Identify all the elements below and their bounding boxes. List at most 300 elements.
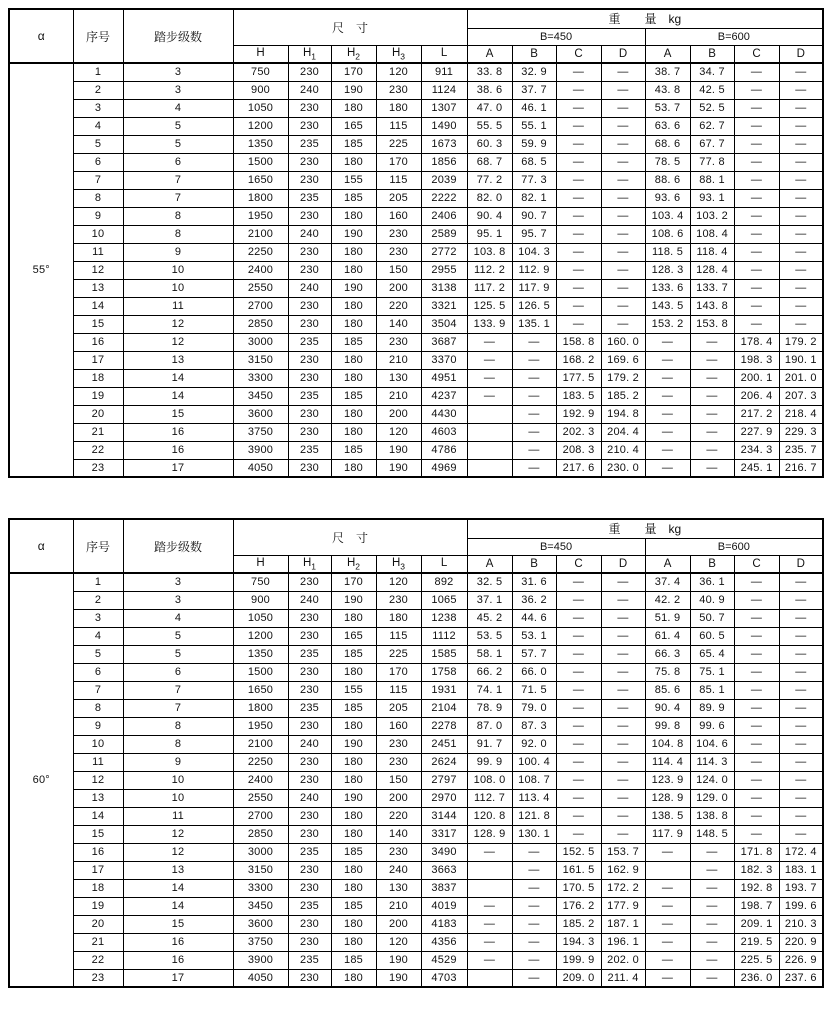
- cell: 200: [376, 279, 421, 297]
- cell: 3300: [233, 879, 288, 897]
- cell: —: [467, 933, 512, 951]
- table-row: [9, 771, 823, 789]
- cell: 9: [123, 753, 233, 771]
- cell: 185. 2: [556, 915, 601, 933]
- cell: 183. 1: [779, 861, 823, 879]
- cell: 2: [73, 81, 123, 99]
- cell: —: [556, 261, 601, 279]
- cell: 170. 5: [556, 879, 601, 897]
- cell: 4: [123, 99, 233, 117]
- cell: 230: [288, 351, 331, 369]
- cell: 22: [73, 441, 123, 459]
- cell: 1050: [233, 609, 288, 627]
- cell: 227. 9: [734, 423, 779, 441]
- cell: 180: [331, 243, 376, 261]
- cell: 53. 1: [512, 627, 556, 645]
- cell: 225: [376, 645, 421, 663]
- cell: 218. 4: [779, 405, 823, 423]
- cell: 4529: [421, 951, 467, 969]
- cell: —: [779, 681, 823, 699]
- table-row: [9, 207, 823, 225]
- cell: 171. 8: [734, 843, 779, 861]
- cell: 68. 6: [645, 135, 690, 153]
- table-row: [9, 735, 823, 753]
- cell: 14: [123, 369, 233, 387]
- table-row: [9, 459, 823, 477]
- cell: —: [779, 99, 823, 117]
- cell: —: [779, 609, 823, 627]
- table-row: [9, 663, 823, 681]
- cell: 180: [331, 459, 376, 477]
- cell: 3: [123, 81, 233, 99]
- cell: 179. 2: [601, 369, 645, 387]
- cell: —: [734, 153, 779, 171]
- cell: 21: [73, 933, 123, 951]
- cell: 172. 4: [779, 843, 823, 861]
- cell: 194. 3: [556, 933, 601, 951]
- cell: 66. 0: [512, 663, 556, 681]
- cell: —: [601, 591, 645, 609]
- table-row: [9, 351, 823, 369]
- cell: 16: [73, 333, 123, 351]
- cell: —: [601, 645, 645, 663]
- cell: —: [601, 663, 645, 681]
- table-row: [9, 279, 823, 297]
- cell: —: [645, 441, 690, 459]
- cell: 19: [73, 897, 123, 915]
- b600-header: B=600: [645, 28, 823, 45]
- cell: 220: [376, 297, 421, 315]
- cell: 3: [73, 609, 123, 627]
- cell: 192. 8: [734, 879, 779, 897]
- cell: 14: [73, 807, 123, 825]
- cell: 88. 6: [645, 171, 690, 189]
- col-H2: $H_2$: [331, 555, 376, 573]
- table-row: [9, 645, 823, 663]
- cell: 112. 7: [467, 789, 512, 807]
- cell: —: [645, 933, 690, 951]
- cell: 12: [73, 261, 123, 279]
- cell: 230: [288, 861, 331, 879]
- cell: —: [556, 699, 601, 717]
- cell: 169. 6: [601, 351, 645, 369]
- cell: —: [645, 915, 690, 933]
- cell: 4: [73, 117, 123, 135]
- cell: —: [556, 279, 601, 297]
- cell: 152. 5: [556, 843, 601, 861]
- table-row: [9, 879, 823, 897]
- cell: —: [734, 807, 779, 825]
- table-row: [9, 969, 823, 987]
- cell: 112. 2: [467, 261, 512, 279]
- cell: 128. 3: [645, 261, 690, 279]
- cell: 2039: [421, 171, 467, 189]
- cell: 100. 4: [512, 753, 556, 771]
- cell: —: [556, 189, 601, 207]
- cell: 202. 3: [556, 423, 601, 441]
- cell: 3000: [233, 843, 288, 861]
- cell: 11: [123, 297, 233, 315]
- cell: —: [601, 627, 645, 645]
- cell: —: [645, 351, 690, 369]
- cell: —: [556, 591, 601, 609]
- cell: 201. 0: [779, 369, 823, 387]
- cell: 10: [73, 225, 123, 243]
- cell: —: [779, 171, 823, 189]
- cell: 5: [123, 135, 233, 153]
- cell: 226. 9: [779, 951, 823, 969]
- cell: 45. 2: [467, 609, 512, 627]
- table-row: [9, 261, 823, 279]
- cell: 176. 2: [556, 897, 601, 915]
- cell: 115: [376, 627, 421, 645]
- cell: 36. 1: [690, 573, 734, 591]
- table-row: [9, 441, 823, 459]
- cell: 230: [376, 843, 421, 861]
- cell: 6: [123, 153, 233, 171]
- cell: 3317: [421, 825, 467, 843]
- alpha-value: 60°: [9, 573, 73, 987]
- cell: 229. 3: [779, 423, 823, 441]
- cell: 85. 6: [645, 681, 690, 699]
- cell: 230: [288, 207, 331, 225]
- cell: 1065: [421, 591, 467, 609]
- cell: 120: [376, 423, 421, 441]
- cell: 14: [123, 879, 233, 897]
- col-L: L: [421, 45, 467, 63]
- cell: 9: [73, 717, 123, 735]
- cell: 115: [376, 681, 421, 699]
- cell: 53. 5: [467, 627, 512, 645]
- cell: 90. 4: [467, 207, 512, 225]
- cell: —: [645, 405, 690, 423]
- cell: 180: [331, 153, 376, 171]
- col-D-b450: D: [601, 45, 645, 63]
- cell: 140: [376, 315, 421, 333]
- cell: 38. 6: [467, 81, 512, 99]
- cell: 103. 8: [467, 243, 512, 261]
- cell: —: [734, 315, 779, 333]
- cell: 14: [73, 297, 123, 315]
- cell: —: [556, 789, 601, 807]
- table-row: [9, 933, 823, 951]
- cell: —: [690, 333, 734, 351]
- cell: —: [601, 315, 645, 333]
- cell: 7: [73, 171, 123, 189]
- table-row: [9, 225, 823, 243]
- cell: —: [467, 951, 512, 969]
- cell: 87. 0: [467, 717, 512, 735]
- cell: 2955: [421, 261, 467, 279]
- cell: —: [734, 297, 779, 315]
- cell: —: [601, 735, 645, 753]
- cell: 3600: [233, 405, 288, 423]
- cell: 180: [331, 879, 376, 897]
- cell: —: [779, 189, 823, 207]
- cell: 114. 4: [645, 753, 690, 771]
- cell: 74. 1: [467, 681, 512, 699]
- cell: —: [601, 207, 645, 225]
- cell: 230: [288, 879, 331, 897]
- cell: [467, 879, 512, 897]
- cell: 3300: [233, 369, 288, 387]
- cell: 8: [123, 207, 233, 225]
- table-row: [9, 699, 823, 717]
- cell: 1800: [233, 189, 288, 207]
- cell: 2100: [233, 735, 288, 753]
- cell: 1350: [233, 645, 288, 663]
- cell: 40. 9: [690, 591, 734, 609]
- cell: 53. 7: [645, 99, 690, 117]
- cell: 8: [123, 225, 233, 243]
- cell: 90. 4: [645, 699, 690, 717]
- cell: 168. 2: [556, 351, 601, 369]
- cell: 180: [331, 609, 376, 627]
- cell: 234. 3: [734, 441, 779, 459]
- cell: —: [556, 627, 601, 645]
- cell: 900: [233, 81, 288, 99]
- cell: 9: [123, 243, 233, 261]
- cell: 230: [376, 81, 421, 99]
- cell: 177. 5: [556, 369, 601, 387]
- cell: 11: [73, 753, 123, 771]
- cell: 911: [421, 63, 467, 81]
- cell: 128. 9: [645, 789, 690, 807]
- cell: 230: [288, 771, 331, 789]
- cell: 123. 9: [645, 771, 690, 789]
- table-row: [9, 753, 823, 771]
- cell: 230: [288, 315, 331, 333]
- cell: 150: [376, 261, 421, 279]
- cell: —: [601, 699, 645, 717]
- cell: 180: [331, 369, 376, 387]
- cell: 4: [73, 627, 123, 645]
- cell: 190: [376, 459, 421, 477]
- cell: 23: [73, 459, 123, 477]
- cell: 63. 6: [645, 117, 690, 135]
- cell: 1585: [421, 645, 467, 663]
- cell: 133. 9: [467, 315, 512, 333]
- cell: 4969: [421, 459, 467, 477]
- cell: 162. 9: [601, 861, 645, 879]
- cell: 88. 1: [690, 171, 734, 189]
- cell: —: [601, 825, 645, 843]
- cell: 129. 0: [690, 789, 734, 807]
- cell: 235. 7: [779, 441, 823, 459]
- cell: 67. 7: [690, 135, 734, 153]
- table-row: [9, 861, 823, 879]
- cell: —: [512, 933, 556, 951]
- cell: 135. 1: [512, 315, 556, 333]
- cell: 118. 4: [690, 243, 734, 261]
- cell: 75. 1: [690, 663, 734, 681]
- cell: 133. 7: [690, 279, 734, 297]
- col-A-b450: A: [467, 45, 512, 63]
- cell: —: [734, 771, 779, 789]
- cell: 155: [331, 171, 376, 189]
- cell: 240: [376, 861, 421, 879]
- cell: 1050: [233, 99, 288, 117]
- cell: 5: [73, 135, 123, 153]
- cell: 120. 8: [467, 807, 512, 825]
- cell: 78. 5: [645, 153, 690, 171]
- cell: 183. 5: [556, 387, 601, 405]
- cell: 3687: [421, 333, 467, 351]
- cell: 10: [123, 279, 233, 297]
- cell: 15: [123, 915, 233, 933]
- cell: 180: [331, 807, 376, 825]
- cell: 230: [288, 369, 331, 387]
- cell: 180: [331, 261, 376, 279]
- cell: 89. 9: [690, 699, 734, 717]
- cell: 9: [73, 207, 123, 225]
- cell: —: [645, 969, 690, 987]
- cell: 37. 1: [467, 591, 512, 609]
- spec-table-alpha-55: [8, 8, 824, 478]
- table-row: [9, 333, 823, 351]
- cell: 10: [123, 771, 233, 789]
- cell: —: [779, 573, 823, 591]
- cell: 225: [376, 135, 421, 153]
- cell: 4356: [421, 933, 467, 951]
- cell: 128. 9: [467, 825, 512, 843]
- cell: 230: [288, 423, 331, 441]
- cell: 190: [376, 951, 421, 969]
- cell: —: [556, 315, 601, 333]
- cell: 138. 5: [645, 807, 690, 825]
- cell: —: [556, 735, 601, 753]
- cell: 42. 5: [690, 81, 734, 99]
- cell: —: [645, 879, 690, 897]
- cell: 108. 4: [690, 225, 734, 243]
- cell: 4603: [421, 423, 467, 441]
- cell: 160. 0: [601, 333, 645, 351]
- cell: 187. 1: [601, 915, 645, 933]
- cell: 12: [123, 843, 233, 861]
- cell: 3: [123, 591, 233, 609]
- cell: 17: [123, 969, 233, 987]
- cell: 185: [331, 135, 376, 153]
- col-A-b600: A: [645, 45, 690, 63]
- cell: 1307: [421, 99, 467, 117]
- cell: —: [734, 681, 779, 699]
- cell: 240: [288, 591, 331, 609]
- cell: —: [779, 717, 823, 735]
- cell: 60. 3: [467, 135, 512, 153]
- cell: 185: [331, 333, 376, 351]
- cell: 217. 2: [734, 405, 779, 423]
- cell: —: [734, 225, 779, 243]
- cell: 12: [73, 771, 123, 789]
- cell: 15: [123, 405, 233, 423]
- cell: 750: [233, 573, 288, 591]
- cell: 230. 0: [601, 459, 645, 477]
- cell: 42. 2: [645, 591, 690, 609]
- cell: 240: [288, 81, 331, 99]
- cell: —: [779, 207, 823, 225]
- cell: 3600: [233, 915, 288, 933]
- alpha-header: α: [9, 9, 73, 63]
- cell: 103. 2: [690, 207, 734, 225]
- cell: 230: [288, 99, 331, 117]
- cell: 87. 3: [512, 717, 556, 735]
- cell: —: [556, 717, 601, 735]
- cell: —: [779, 135, 823, 153]
- cell: —: [601, 153, 645, 171]
- cell: —: [512, 405, 556, 423]
- cell: 121. 8: [512, 807, 556, 825]
- cell: 71. 5: [512, 681, 556, 699]
- cell: 3490: [421, 843, 467, 861]
- cell: 1800: [233, 699, 288, 717]
- cell: 12: [123, 315, 233, 333]
- cell: 1931: [421, 681, 467, 699]
- cell: 230: [288, 627, 331, 645]
- cell: —: [556, 117, 601, 135]
- cell: 68. 5: [512, 153, 556, 171]
- cell: —: [601, 99, 645, 117]
- cell: —: [645, 387, 690, 405]
- cell: 130. 1: [512, 825, 556, 843]
- cell: 4237: [421, 387, 467, 405]
- cell: 230: [288, 261, 331, 279]
- cell: 17: [73, 861, 123, 879]
- cell: 51. 9: [645, 609, 690, 627]
- cell: —: [734, 63, 779, 81]
- cell: 59. 9: [512, 135, 556, 153]
- cell: 47. 0: [467, 99, 512, 117]
- cell: 1200: [233, 117, 288, 135]
- cell: 185: [331, 897, 376, 915]
- cell: 2400: [233, 261, 288, 279]
- cell: —: [734, 591, 779, 609]
- cell: 18: [73, 879, 123, 897]
- cell: 8: [123, 717, 233, 735]
- cell: 104. 8: [645, 735, 690, 753]
- cell: 3000: [233, 333, 288, 351]
- cell: 13: [73, 789, 123, 807]
- cell: 2700: [233, 297, 288, 315]
- cell: 104. 3: [512, 243, 556, 261]
- cell: —: [467, 369, 512, 387]
- cell: 16: [73, 843, 123, 861]
- cell: 77. 8: [690, 153, 734, 171]
- cell: 185. 2: [601, 387, 645, 405]
- cell: 16: [123, 933, 233, 951]
- col-C-b450: C: [556, 555, 601, 573]
- cell: —: [779, 63, 823, 81]
- cell: 12: [123, 825, 233, 843]
- table-row: [9, 573, 823, 591]
- cell: —: [779, 117, 823, 135]
- cell: —: [645, 897, 690, 915]
- cell: 2550: [233, 789, 288, 807]
- cell: 200: [376, 915, 421, 933]
- cell: 210: [376, 351, 421, 369]
- cell: 750: [233, 63, 288, 81]
- cell: —: [779, 753, 823, 771]
- cell: —: [734, 207, 779, 225]
- cell: 235: [288, 951, 331, 969]
- cell: 6: [73, 153, 123, 171]
- cell: 230: [376, 333, 421, 351]
- cell: —: [734, 825, 779, 843]
- cell: 11: [73, 243, 123, 261]
- table-row: [9, 789, 823, 807]
- cell: 230: [376, 753, 421, 771]
- cell: —: [601, 261, 645, 279]
- cell: —: [779, 279, 823, 297]
